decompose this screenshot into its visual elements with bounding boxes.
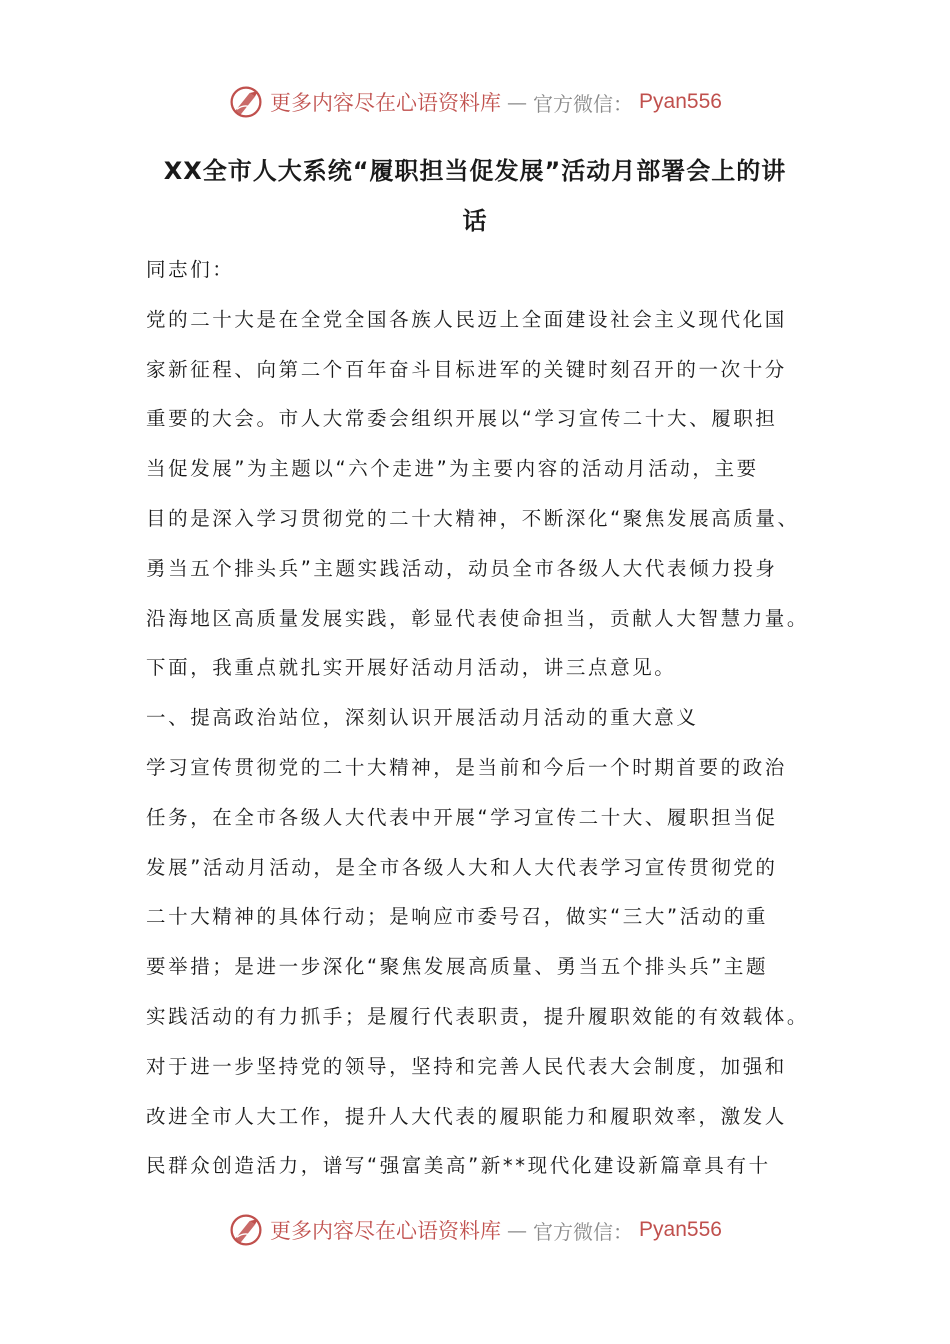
body-line: 同志们： (146, 258, 235, 281)
body-line: 重要的大会。市人大常委会组织开展以“学习宣传二十大、履职担 (146, 407, 778, 431)
body-line: 民群众创造活力，谱写“强富美高”新**现代化建设新篇章具有十 (146, 1154, 771, 1178)
body-line: 党的二十大是在全党全国各族人民迈上全面建设社会主义现代化国 (146, 307, 787, 331)
footer-banner (0, 1210, 950, 1250)
body-line: 任务，在全市各级人大代表中开展“学习宣传二十大、履职担当促 (146, 805, 778, 829)
wechat-label: 官方微信： (533, 91, 634, 116)
body-line: 二十大精神的具体行动；是响应市委号召，做实“三大”活动的重 (146, 905, 769, 929)
title-line-2: 话 (462, 207, 488, 235)
body-line: 家新征程、向第二个百年奋斗目标进军的关键时刻召开的一次十分 (146, 357, 787, 381)
banner-separator: — (507, 90, 528, 114)
body-line: 勇当五个排头兵”主题实践活动，动员全市各级人大代表倾力投身 (146, 556, 778, 580)
pen-nib-logo-icon (228, 84, 264, 120)
document-title (140, 146, 810, 246)
body-line: 沿海地区高质量发展实践，彰显代表使命担当，贡献人大智慧力量。 (146, 606, 810, 630)
header-banner (0, 82, 950, 122)
banner-separator: — (507, 1218, 528, 1242)
body-line: 目的是深入学习贯彻党的二十大精神，不断深化“聚焦发展高质量、 (146, 506, 800, 530)
body-line: 下面，我重点就扎实开展好活动月活动，讲三点意见。 (146, 656, 677, 680)
body-line: 要举措；是进一步深化“聚焦发展高质量、勇当五个排头兵”主题 (146, 955, 769, 979)
body-line: 对于进一步坚持党的领导，坚持和完善人民代表大会制度，加强和 (146, 1054, 787, 1078)
body-line: 学习宣传贯彻党的二十大精神，是当前和今后一个时期首要的政治 (146, 755, 787, 779)
wechat-id: Pyan556 (639, 90, 722, 113)
body-line: 实践活动的有力抓手；是履行代表职责，提升履职效能的有效载体。 (146, 1004, 810, 1028)
wechat-label: 官方微信： (533, 1219, 634, 1244)
body-line: 当促发展”为主题以“六个走进”为主要内容的活动月活动，主要 (146, 457, 759, 481)
brand-text: 更多内容尽在心语资料库 (270, 91, 502, 115)
title-line-1: XX全市人大系统“履职担当促发展”活动月部署会上的讲 (163, 157, 787, 185)
body-line: 发展”活动月活动，是全市各级人大和人大代表学习宣传贯彻党的 (146, 855, 778, 879)
brand-text: 更多内容尽在心语资料库 (270, 1219, 502, 1243)
body-line: 改进全市人大工作，提升人大代表的履职能力和履职效率，激发人 (146, 1104, 787, 1128)
pen-nib-logo-icon (228, 1212, 264, 1248)
section-heading: 一、提高政治站位，深刻认识开展活动月活动的重大意义 (146, 706, 699, 730)
wechat-id: Pyan556 (639, 1218, 722, 1241)
document-body (146, 245, 810, 1191)
